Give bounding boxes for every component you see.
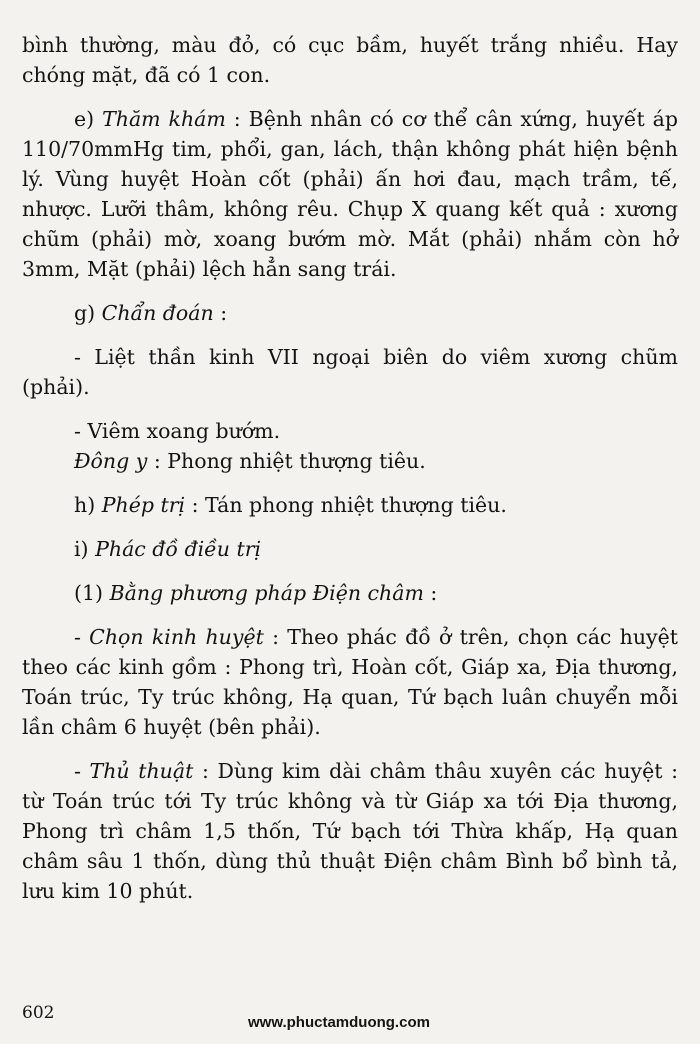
section-text: :: [423, 581, 438, 605]
section-heading: Phép trị: [101, 493, 186, 517]
section-heading: Bằng phương pháp Điện châm: [109, 581, 424, 605]
paragraph-dong-y: [22, 446, 678, 476]
page-number: 602: [22, 1003, 55, 1023]
section-label: g): [74, 301, 102, 325]
section-heading: Phác đồ điều trị: [95, 537, 262, 561]
paragraph-phep-tri: [22, 490, 678, 520]
website-footer: www.phuctamduong.com: [248, 1014, 430, 1031]
paragraph-chan-doan: [22, 298, 678, 328]
section-heading: Đông y: [74, 449, 148, 473]
section-label: i): [74, 537, 96, 561]
section-text: : Bệnh nhân có cơ thể cân xứng, huyết áp 110/70mmHg tim, phổi, gan, lách, thận không phát hiện bệnh lý. Vùng huyệt Hoàn cốt (phải) ấn hơi đau, mạch trầm, tế, nhược. Lưỡi thâm, không rêu. Chụp X quang kết quả : xương chũm (phải) mờ, xoang bướm mờ. Mắt (phải) nhắm còn hở 3mm, Mặt (phải) lệch hẳn sang trái.: [22, 107, 678, 281]
section-heading: - Chọn kinh huyệt: [74, 625, 264, 649]
paragraph-intro: bình thường, màu đỏ, có cục bầm, huyết trắng nhiều. Hay chóng mặt, đã có 1 con.: [22, 33, 678, 87]
paragraph-phac-do: [22, 534, 678, 564]
diagnosis-item: - Liệt thần kinh VII ngoại biên do viêm xương chũm (phải).: [22, 345, 678, 399]
section-text: : Dùng kim dài châm thâu xuyên các huyệt : từ Toán trúc tới Ty trúc không và từ Giáp xa tới Địa thương, Phong trì châm 1,5 thốn, Tứ bạch tới Thừa khấp, Hạ quan châm sâu 1 thốn, dùng thủ thuật Điện châm Bình bổ bình tả, lưu kim 10 phút.: [22, 759, 678, 903]
section-text: :: [213, 301, 228, 325]
section-text: : Theo phác đồ ở trên, chọn các huyệt theo các kinh gồm : Phong trì, Hoàn cốt, Giáp xa, Địa thương, Toán trúc, Ty trúc không, Hạ quan, Tứ bạch luân chuyển mỗi lần châm 6 huyệt (bên phải).: [22, 625, 678, 739]
section-heading: Thăm khám: [102, 107, 226, 131]
section-label: h): [74, 493, 102, 517]
section-label: (1): [74, 581, 110, 605]
section-text: : Tán phong nhiệt thượng tiêu.: [185, 493, 507, 517]
section-text: : Phong nhiệt thượng tiêu.: [147, 449, 426, 473]
paragraph-tham-kham: [22, 104, 678, 284]
body-text: [22, 30, 678, 920]
paragraph-thu-thuat: [22, 756, 678, 906]
diagnosis-item: - Viêm xoang bướm.: [74, 419, 281, 443]
paragraph-chon-kinh-huyet: [22, 622, 678, 742]
section-heading: - Thủ thuật: [74, 759, 194, 783]
paragraph-dien-cham: [22, 578, 678, 608]
section-label: e): [74, 107, 103, 131]
section-heading: Chẩn đoán: [101, 301, 214, 325]
